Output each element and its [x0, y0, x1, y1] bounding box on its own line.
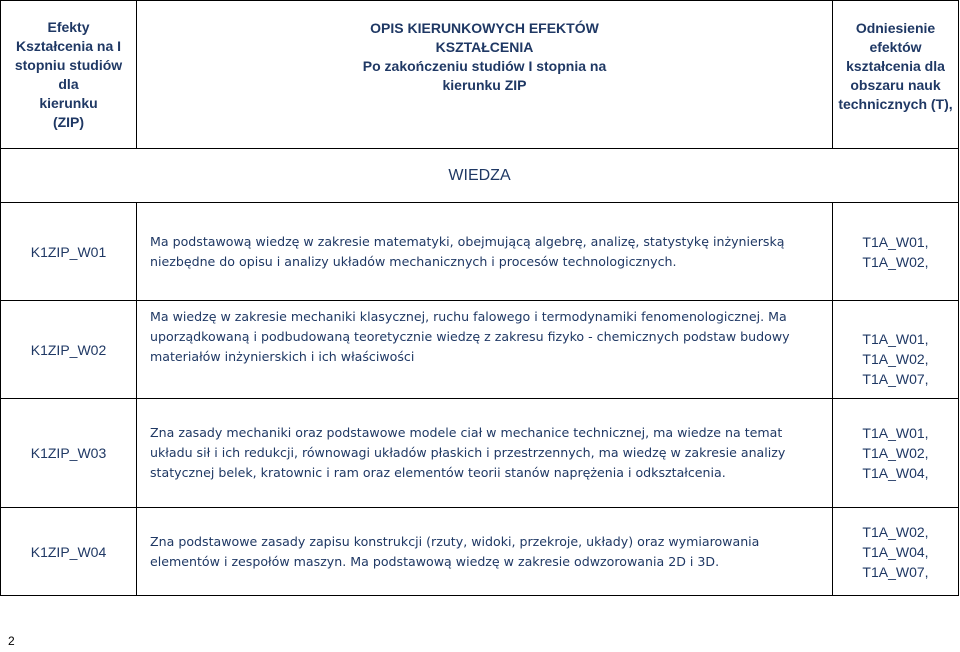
header-reference-column: Odniesienie efektów kształcenia dla obszaru nauk technicznych (T),	[833, 1, 959, 149]
table-header-row	[1, 1, 959, 149]
outcome-references: T1A_W01, T1A_W02, T1A_W04,	[833, 399, 959, 508]
section-row	[1, 149, 959, 203]
outcome-references: T1A_W01, T1A_W02, T1A_W07,	[833, 301, 959, 399]
outcome-description: Zna podstawowe zasady zapisu konstrukcji (rzuty, widoki, przekroje, układy) oraz wymiarowania elementów i zespołów maszyn. Ma podstawową wiedzę w zakresie odwzorowania 2D i 3D.	[137, 508, 833, 596]
outcome-code: K1ZIP_W01	[1, 203, 137, 301]
table-row	[1, 203, 959, 301]
page-number: 2	[8, 634, 15, 648]
table-row	[1, 399, 959, 508]
outcome-references: T1A_W01, T1A_W02,	[833, 203, 959, 301]
outcome-code: K1ZIP_W02	[1, 301, 137, 399]
section-title: WIEDZA	[1, 149, 959, 203]
outcome-references: T1A_W02, T1A_W04, T1A_W07,	[833, 508, 959, 596]
outcome-code: K1ZIP_W04	[1, 508, 137, 596]
header-outcomes-column: Efekty Kształcenia na I stopniu studiów dla kierunku (ZIP)	[1, 1, 137, 149]
outcome-description: Ma podstawową wiedzę w zakresie matematyki, obejmującą algebrę, analizę, statystykę inżynierską niezbędne do opisu i analizy układów mechanicznych i procesów technologicznych.	[137, 203, 833, 301]
table-row	[1, 301, 959, 399]
header-description-column: OPIS KIERUNKOWYCH EFEKTÓW KSZTAŁCENIA Po zakończeniu studiów I stopnia na kierunku ZIP	[137, 1, 833, 149]
outcome-description: Zna zasady mechaniki oraz podstawowe modele ciał w mechanice technicznej, ma wiedze na temat układu sił i ich redukcji, równowagi układów płaskich i przestrzennych, ma wiedzę w zakresie analizy statycznej belek, kratownic i ram oraz elementów teorii stanów naprężenia i odkształcenia.	[137, 399, 833, 508]
outcome-description: Ma wiedzę w zakresie mechaniki klasycznej, ruchu falowego i termodynamiki fenomenologicznej. Ma uporządkowaną i podbudowaną teoretycznie wiedzę z zakresu fizyko - chemicznych podstaw budowy materiałów inżynierskich i ich właściwości	[137, 301, 833, 399]
table-row	[1, 508, 959, 596]
outcome-code: K1ZIP_W03	[1, 399, 137, 508]
